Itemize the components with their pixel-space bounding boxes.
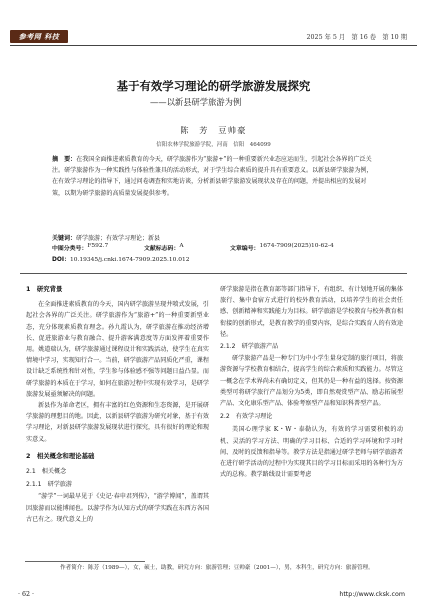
article-title: 基于有效学习理论的研学旅游发展探究 (116, 79, 311, 93)
journal-website[interactable]: http://www.cksk.com (339, 591, 405, 598)
section-2-heading: 2 相关概念和理论基础 (26, 451, 95, 460)
body-paragraph: 研学旅游是指在教育部等部门指导下，有组织、有计划地开展的集体旅行、集中食宿方式进行的校外教育活动，以培养学生的社会责任感、创新精神和实践能力为目标。研学旅游是学校教育与校外教育相衔接的创新形式，是教育教学的重要内容，是综合实践育人的有效途径。 (220, 286, 403, 338)
doi-value: 10.19345/j.cnki.1674-7909.2025.10.012 (69, 257, 190, 263)
article-no-value: 1674-7909(2025)10-62-4 (259, 243, 334, 249)
doi-label: DOI： (52, 257, 70, 263)
body-paragraph: 在全面推进素质教育的今天，国内研学旅游呈现井喷式发展，引起社会各界的广泛关注。研学旅游作为“旅游+”的一种重要新型业态，充分体现素质教育理念。孙九霞认为，研学旅游在推动经济增长、促进旅游业与教育融合、提升游客满意度等方面发挥着重要作用。姚道瑞认为，研学旅游通过课程设计和实践活动，使学生在真实情境中学习，实现知行合一。当前，研学旅游产品同质化严重，课程设计缺乏系统性和针对性，学生参与体验感不强等问题日益凸显。而研学旅游的本质在于学习，如何在旅游过程中实现有效学习，是研学旅游发展亟须解决的问题。 (26, 301, 209, 398)
section-2-1-1-heading: 2.1.1 研学旅游 (26, 481, 72, 489)
issue-info: 2025 年 5 月 第 16 卷 第 10 期 (306, 34, 407, 41)
footnote-divider (25, 561, 145, 562)
clc-value: F592.7 (87, 243, 109, 249)
section-2-1-heading: 2.1 相关概念 (26, 468, 67, 476)
page-number: · 62 · (18, 591, 35, 598)
section-1-heading: 1 研究背景 (26, 285, 63, 293)
header-divider (10, 45, 417, 46)
section-divider (20, 273, 407, 274)
keywords-label: 关键词： (52, 235, 77, 242)
author-affiliation: 信阳农林学院旅游学院，河南 信阳 464099 (156, 142, 271, 148)
body-paragraph: 研学旅游产品是一种专门为中小学生量身定制的旅行项目，将旅游资源与学校教育相结合，提高学生的综合素质和实践能力。尽管这一概念在学术界尚未有确切定义，但其仍是一种有益的选择。按资源类型可将研学旅行产品划分为5类，即自然观赏型产品、励志拓展型产品、文化康乐型产品、体验考察型产品和知识科普型产品。 (220, 355, 403, 408)
body-paragraph: “游学”一词最早见于《史记·春申君列传》，“游学博闻”，盖谓其因旅游而以能博闻也。以游学作为认知方式的研学实践在东西方各国古已有之。现代意义上的 (26, 493, 209, 523)
article-subtitle: ——以新县研学旅游为例 (150, 97, 242, 107)
keywords-text: 研学旅游；有效学习理论；新县 (76, 235, 161, 242)
abstract-text: 在我国全面推进素质教育的今天，研学旅游作为“旅游+”的一种重要新兴业态应运而生，引起社会各界的广泛关注。研学旅游作为一种实践性与体验性兼具的活动形式，对于学生综合素质的提升具有重要意义。以新县研学旅游为例，在有效学习理论的指导下，通过问卷调查和实地访谈，分析新县研学旅游发展现状及存在的问题，并提出相应的发展对策，以期为研学旅游的高质量发展提供参考。 (52, 156, 373, 197)
journal-logo: 参考网 科技 (10, 30, 68, 43)
doc-code-label: 文献标志码： (144, 246, 180, 252)
body-paragraph: 新县作为革命老区，拥有丰富的红色资源和生态资源，是开展研学旅游的理想目的地。因此，以新县研学旅游为研究对象，基于有效学习理论，对新县研学旅游发展现状进行探究，具有很好的理论和现实意义。 (26, 402, 209, 443)
doc-code-value: A (179, 243, 184, 249)
body-column-left (26, 284, 209, 525)
body-column-right (220, 284, 403, 480)
document-code (144, 243, 184, 252)
abstract-label: 摘 要： (52, 156, 77, 163)
doi (52, 254, 190, 263)
clc-code (52, 243, 109, 252)
section-2-2-heading: 2.2 有效学习理论 (220, 413, 273, 421)
article-number (230, 243, 334, 252)
body-paragraph: 美国心理学家 K・W・泰勒认为，有效的学习需要积极的动机、灵活的学习方法、明确的学习目标、合适的学习环境和学习时间、及时的反馈和指导等。教学方法是指通过研学老师与研学旅游者在进行研学活动的过程中为实现其目的学习目标而采用的各种行为方式的总称。教学路线设计需要考虑 (220, 426, 403, 479)
author-footnote: 作者简介：陈芳（1989—），女，硕士，助教，研究方向：旅游管理；豆帅豪（2001—），男，本科生，研究方向：旅游管理。 (60, 565, 374, 571)
author-names: 陈 芳 豆帅豪 (180, 125, 247, 135)
abstract (52, 154, 377, 199)
section-2-1-2-heading: 2.1.2 研学旅游产品 (220, 343, 279, 351)
clc-label: 中图分类号： (52, 246, 88, 252)
article-no-label: 文章编号： (230, 246, 260, 252)
